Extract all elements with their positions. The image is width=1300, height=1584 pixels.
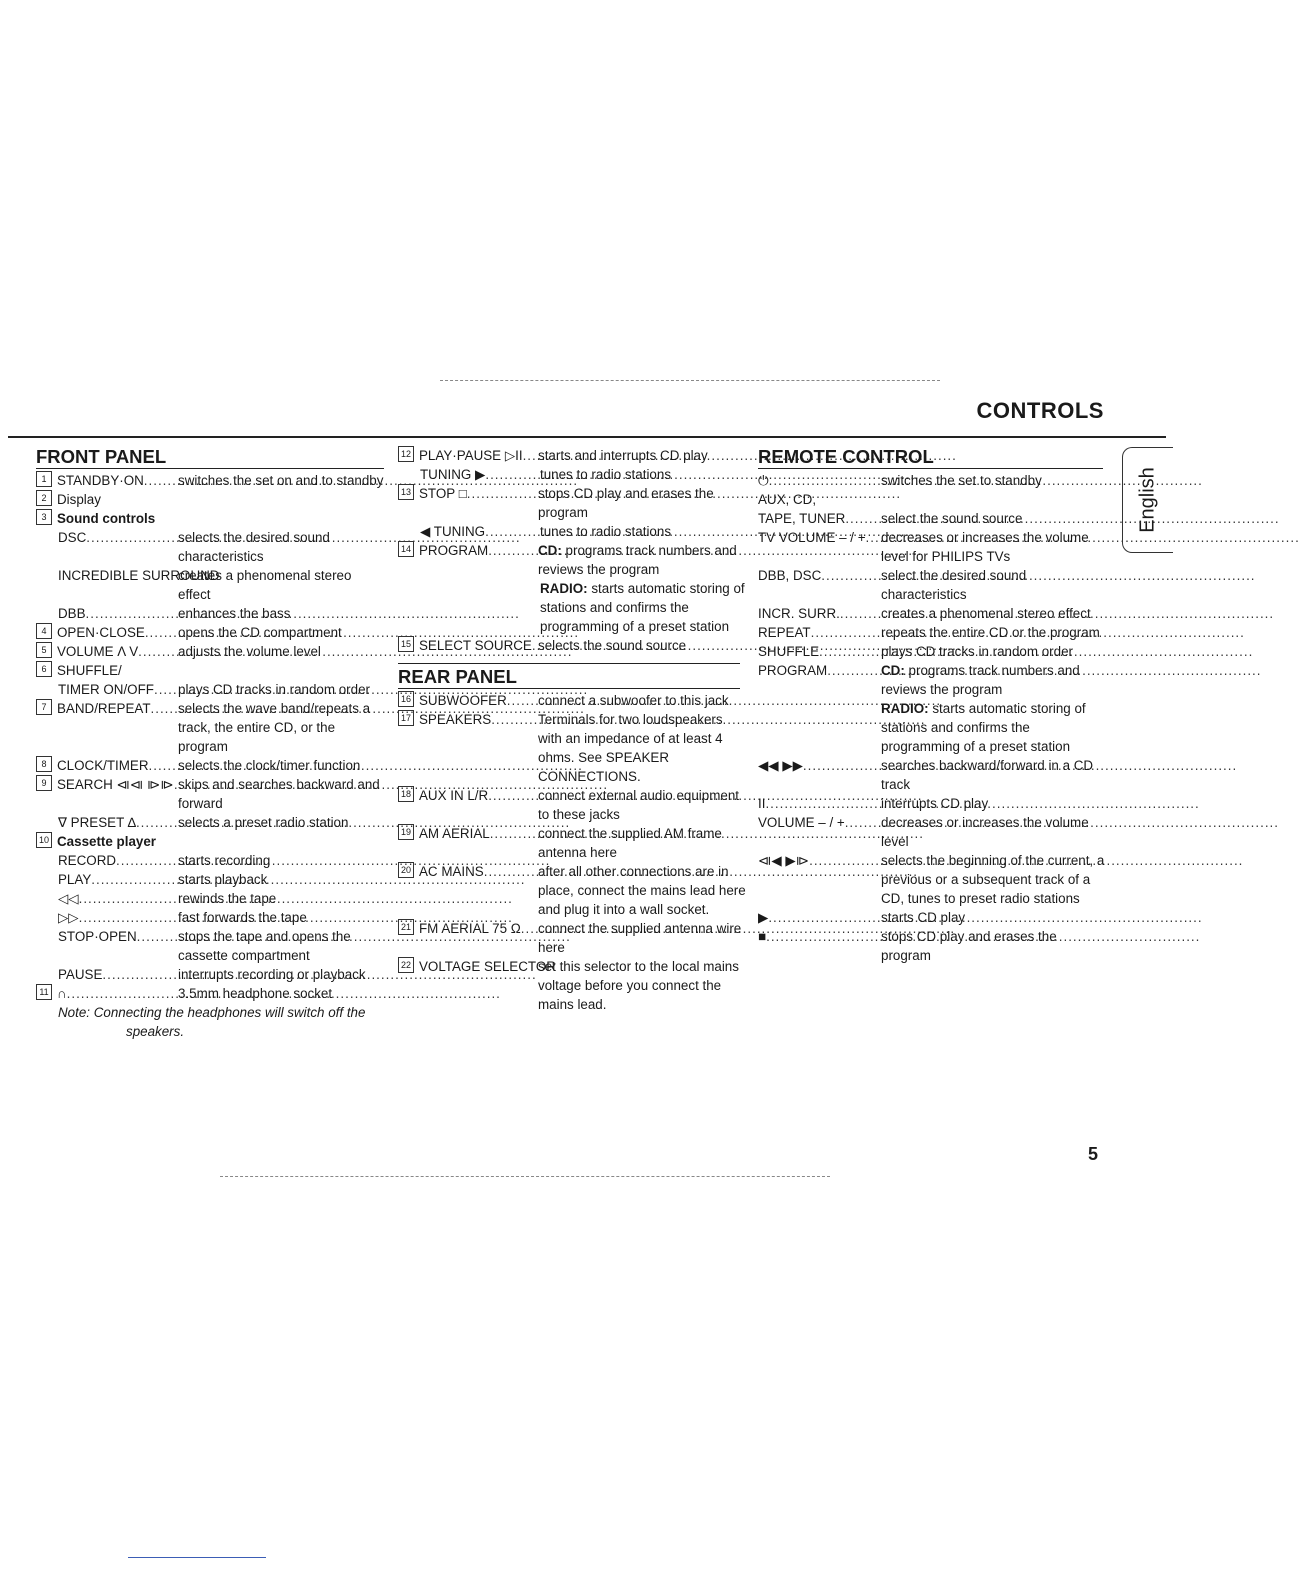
- description-text: opens the CD compartment: [178, 625, 342, 640]
- control-entry: [398, 522, 748, 541]
- control-term: [758, 794, 881, 813]
- description-text: connect external audio equipment to these jacks: [538, 788, 739, 822]
- control-label: SEARCH ⧏⧏ ⧐⧐: [57, 777, 174, 792]
- control-label: BAND/REPEAT: [57, 701, 151, 716]
- control-term: [58, 889, 178, 908]
- control-label: VOLUME Λ V: [57, 644, 139, 659]
- control-label: STOP·OPEN: [58, 929, 137, 944]
- control-term: [398, 957, 556, 976]
- control-label: PROGRAM: [758, 663, 828, 678]
- control-term: [36, 661, 178, 680]
- control-term: [58, 604, 178, 623]
- control-description: [178, 604, 386, 623]
- control-term: [398, 824, 538, 843]
- control-label: AC MAINS: [419, 864, 484, 879]
- description-text: decreases or increases the volume level: [881, 815, 1089, 849]
- control-number: 20: [398, 862, 414, 878]
- description-text: connect a subwoofer to this jack: [538, 693, 729, 708]
- control-number: 4: [36, 623, 52, 639]
- control-label: PLAY·PAUSE ▷II: [419, 448, 523, 463]
- front-panel-list: [36, 471, 386, 1003]
- control-entry: [36, 908, 386, 927]
- scan-artifact-bottom: [220, 1176, 830, 1177]
- control-entry: [36, 889, 386, 908]
- control-term: [58, 870, 178, 889]
- control-entry: [758, 813, 1108, 851]
- description-text: Terminals for two loudspeakers with an impedance of at least 4 ohms. See SPEAKER CONNECTIONS.: [538, 712, 723, 784]
- headphones-note: Note: Connecting the headphones will switch off the: [58, 1005, 366, 1020]
- control-term: [758, 813, 881, 832]
- control-term: [758, 471, 881, 490]
- control-label: TIMER ON/OFF: [58, 682, 154, 697]
- control-number: 22: [398, 957, 414, 973]
- scan-artifact-line: [128, 1557, 266, 1558]
- language-tab-label: English: [1136, 467, 1159, 533]
- control-label: RECORD: [58, 853, 117, 868]
- description-text: 3.5mm headphone socket: [178, 986, 333, 1001]
- control-entry: [398, 786, 748, 824]
- control-label: ◁◁: [58, 891, 79, 906]
- control-term: [58, 680, 178, 699]
- front-panel-title: FRONT PANEL: [36, 446, 384, 469]
- control-number: 1: [36, 471, 52, 487]
- control-label: II: [758, 796, 766, 811]
- control-number: 8: [36, 756, 52, 772]
- control-label: OPEN·CLOSE: [57, 625, 145, 640]
- description-text: select the sound source: [881, 511, 1023, 526]
- control-entry: [36, 680, 386, 699]
- description-text: starts and interrupts CD play: [538, 448, 708, 463]
- description-text: starts playback: [178, 872, 268, 887]
- control-number: 6: [36, 661, 52, 677]
- control-term: [398, 919, 538, 938]
- control-label: STANDBY·ON: [57, 473, 144, 488]
- control-term: [758, 528, 881, 547]
- control-entry: [36, 509, 386, 528]
- description-text: plays CD tracks in random order: [178, 682, 371, 697]
- control-description: [538, 862, 748, 919]
- description-text: repeats the entire CD or the program: [881, 625, 1100, 640]
- control-number: 9: [36, 775, 52, 791]
- control-entry: [758, 642, 1108, 661]
- control-description: [881, 661, 1108, 699]
- control-label: ∇ PRESET ∆: [58, 815, 136, 830]
- control-entry: [758, 509, 1108, 528]
- control-entry: [36, 566, 386, 604]
- rear-panel-title: REAR PANEL: [398, 663, 740, 689]
- control-description: [538, 484, 748, 522]
- description-text: programs track numbers and reviews the program: [538, 543, 737, 577]
- control-entry: [758, 927, 1108, 965]
- control-label: VOLTAGE SELECTOR: [419, 959, 556, 974]
- control-term: [36, 490, 178, 509]
- description-text: switches the set on and to standby: [178, 473, 384, 488]
- description-text: after all other connections are in place, connect the mains lead here and plug it into a wall socket.: [538, 864, 746, 917]
- control-description: [538, 710, 748, 786]
- control-term: [758, 623, 881, 642]
- description-text: fast forwards the tape: [178, 910, 307, 925]
- description-text: programs track numbers and reviews the program: [881, 663, 1080, 697]
- control-term: [398, 710, 538, 729]
- control-description: [538, 446, 748, 465]
- control-label: DBB: [58, 606, 86, 621]
- control-number: 18: [398, 786, 414, 802]
- description-text: skips and searches backward and forward: [178, 777, 380, 811]
- description-text: rewinds the tape: [178, 891, 277, 906]
- control-term: [58, 908, 178, 927]
- control-term: [398, 541, 538, 560]
- description-text: interrupts CD play: [881, 796, 989, 811]
- description-text: selects the clock/timer function: [178, 758, 361, 773]
- control-label: ◀ TUNING: [420, 524, 486, 539]
- control-term: [758, 756, 881, 775]
- description-text: interrupts recording or playback: [178, 967, 366, 982]
- control-number: 15: [398, 636, 414, 652]
- control-label: SHUFFLE/: [57, 663, 122, 678]
- control-entry: [758, 566, 1108, 604]
- control-description: [881, 927, 1108, 965]
- control-description: [881, 471, 1108, 490]
- control-description: [540, 579, 748, 636]
- control-term: [758, 851, 881, 870]
- control-term: [398, 691, 538, 710]
- control-label: AUX, CD,: [758, 492, 817, 507]
- control-label: SPEAKERS: [419, 712, 492, 727]
- mode-label: RADIO:: [881, 701, 929, 716]
- description-text: selects the beginning of the current, a previous or a subsequent track of a CD, tunes to preset radio stations: [881, 853, 1105, 906]
- control-term: [758, 908, 881, 927]
- control-description: [881, 813, 1108, 851]
- control-entry: [758, 756, 1108, 794]
- description-text: connect the supplied antenna wire here: [538, 921, 742, 955]
- control-term: [36, 984, 178, 1003]
- control-label: PAUSE: [58, 967, 103, 982]
- control-description: [178, 528, 386, 566]
- control-description: [178, 813, 386, 832]
- mode-label: CD:: [538, 543, 562, 558]
- control-label: STOP □: [419, 486, 467, 501]
- control-label: SELECT SOURCE: [419, 638, 532, 653]
- control-term: [58, 528, 178, 547]
- control-description: [881, 623, 1108, 642]
- control-number: 16: [398, 691, 414, 707]
- control-entry: [398, 824, 748, 862]
- control-term: [58, 566, 220, 585]
- control-entry: [398, 710, 748, 786]
- control-description: [178, 889, 386, 908]
- control-number: 2: [36, 490, 52, 506]
- description-text: set this selector to the local mains voltage before you connect the mains lead.: [538, 959, 739, 1012]
- control-description: [881, 528, 1108, 566]
- control-term: [758, 927, 881, 946]
- control-entry: [36, 699, 386, 756]
- description-text: starts CD play: [881, 910, 966, 925]
- control-entry: [398, 541, 748, 579]
- control-number: 5: [36, 642, 52, 658]
- control-entry: [758, 851, 1108, 908]
- control-entry: [398, 862, 748, 919]
- page-title: CONTROLS: [976, 398, 1104, 423]
- control-term: [398, 446, 538, 465]
- control-label: PROGRAM: [419, 543, 489, 558]
- control-label: ■: [758, 929, 767, 944]
- control-entry: [36, 965, 386, 984]
- description-text: stops CD play and erases the program: [881, 929, 1057, 963]
- control-term: [36, 832, 156, 851]
- control-number: 19: [398, 824, 414, 840]
- control-entry: [398, 919, 748, 957]
- description-text: select the desired sound characteristics: [881, 568, 1027, 602]
- description-text: starts recording: [178, 853, 271, 868]
- description-text: tunes to radio stations: [540, 524, 672, 539]
- control-label: TAPE, TUNER: [758, 511, 846, 526]
- control-description: [178, 984, 386, 1003]
- control-entry: [758, 471, 1108, 490]
- control-term: [58, 927, 178, 946]
- control-label: CLOCK/TIMER: [57, 758, 149, 773]
- control-label: ⏻: [758, 473, 769, 488]
- control-description: [178, 775, 386, 813]
- control-term: [36, 471, 178, 490]
- description-text: searches backward/forward in a CD track: [881, 758, 1094, 792]
- control-number: 17: [398, 710, 414, 726]
- control-description: [540, 522, 748, 541]
- description-text: decreases or increases the volume level for PHILIPS TVs: [881, 530, 1089, 564]
- control-label: Sound controls: [57, 511, 156, 526]
- control-label: ▶: [758, 910, 769, 925]
- control-label: INCREDIBLE SURROUND: [58, 568, 220, 583]
- control-entry: [398, 465, 748, 484]
- control-entry: [758, 623, 1108, 642]
- control-label: ⧏◀ ▶⧐: [758, 853, 810, 868]
- scan-artifact-top: [440, 380, 940, 381]
- control-entry: [758, 699, 1108, 756]
- control-term: [398, 786, 538, 805]
- remote-control-list: [758, 471, 1108, 965]
- control-number: 3: [36, 509, 52, 525]
- control-description: [538, 541, 748, 579]
- control-entry: [758, 661, 1108, 699]
- control-number: 11: [36, 984, 52, 1000]
- description-text: starts automatic storing of stations and confirms the programming of a preset station: [540, 581, 745, 634]
- front-panel-column: [36, 446, 386, 1041]
- description-text: adjusts the volume level: [178, 644, 321, 659]
- mode-label: CD:: [881, 663, 905, 678]
- control-description: [881, 642, 1108, 661]
- page-number: 5: [1088, 1144, 1099, 1164]
- control-description: [178, 566, 386, 604]
- control-description: [178, 680, 386, 699]
- mode-label: RADIO:: [540, 581, 588, 596]
- control-term: [58, 813, 178, 832]
- control-entry: [398, 579, 748, 636]
- headphones-note-cont: speakers.: [126, 1024, 185, 1039]
- description-text: creates a phenomenal stereo effect: [881, 606, 1091, 621]
- description-text: tunes to radio stations: [540, 467, 672, 482]
- control-label: AM AERIAL: [419, 826, 490, 841]
- control-number: 12: [398, 446, 414, 462]
- control-label: DBB, DSC: [758, 568, 822, 583]
- control-entry: [36, 642, 386, 661]
- control-description: [178, 471, 386, 490]
- control-term: [58, 965, 178, 984]
- control-label: ▷▷: [58, 910, 79, 925]
- control-entry: [36, 813, 386, 832]
- control-term: [398, 636, 538, 655]
- control-description: [178, 870, 386, 889]
- control-entry: [36, 832, 386, 851]
- header-rule: [8, 436, 1166, 438]
- control-label: REPEAT: [758, 625, 811, 640]
- description-text: plays CD tracks in random order: [881, 644, 1074, 659]
- control-description: [881, 566, 1108, 604]
- control-term: [36, 642, 178, 661]
- control-term: [36, 775, 178, 794]
- control-term: [758, 490, 816, 509]
- control-description: [881, 756, 1108, 794]
- control-label: ∩: [57, 986, 67, 1001]
- control-term: [36, 509, 155, 528]
- control-term: [36, 756, 178, 775]
- control-description: [881, 509, 1108, 528]
- control-label: Cassette player: [57, 834, 156, 849]
- control-entry: [36, 870, 386, 889]
- control-term: [420, 465, 540, 484]
- control-description: [538, 636, 748, 655]
- control-label: TV VOLUME – / +: [758, 530, 866, 545]
- control-description: [538, 786, 748, 824]
- control-label: SHUFFLE: [758, 644, 820, 659]
- control-description: [178, 927, 386, 965]
- description-text: starts automatic storing of stations and confirms the programming of a preset station: [881, 701, 1086, 754]
- control-label: FM AERIAL 75 Ω: [419, 921, 521, 936]
- middle-controls-list: [398, 446, 748, 655]
- description-text: selects the wave band/repeats a track, the entire CD, or the program: [178, 701, 371, 754]
- control-description: [178, 623, 386, 642]
- control-number: 13: [398, 484, 414, 500]
- control-term: [398, 862, 538, 881]
- control-entry: [36, 984, 386, 1003]
- control-description: [881, 908, 1108, 927]
- control-description: [881, 699, 1108, 756]
- description-text: stops CD play and erases the program: [538, 486, 714, 520]
- control-entry: [36, 756, 386, 775]
- control-term: [58, 851, 178, 870]
- control-entry: [36, 927, 386, 965]
- description-text: selects the sound source: [538, 638, 687, 653]
- description-text: creates a phenomenal stereo effect: [178, 568, 352, 602]
- control-description: [178, 756, 386, 775]
- control-description: [881, 604, 1108, 623]
- middle-column: [398, 446, 748, 1014]
- control-entry: [758, 604, 1108, 623]
- control-term: [398, 484, 538, 503]
- control-number: 10: [36, 832, 52, 848]
- control-term: [36, 623, 178, 642]
- control-number: 14: [398, 541, 414, 557]
- control-entry: [36, 471, 386, 490]
- control-term: [758, 604, 881, 623]
- control-entry: [36, 604, 386, 623]
- control-term: [36, 699, 178, 718]
- control-label: VOLUME – / +: [758, 815, 845, 830]
- control-entry: [758, 908, 1108, 927]
- control-entry: [36, 661, 386, 680]
- control-number: 21: [398, 919, 414, 935]
- control-number: 7: [36, 699, 52, 715]
- control-entry: [36, 528, 386, 566]
- description-text: enhances the bass: [178, 606, 291, 621]
- control-description: [881, 794, 1108, 813]
- control-label: ◀◀ ▶▶: [758, 758, 803, 773]
- control-label: TUNING ▶: [420, 467, 486, 482]
- control-description: [881, 851, 1108, 908]
- control-label: PLAY: [58, 872, 92, 887]
- control-term: [758, 661, 881, 680]
- control-label: INCR. SURR.: [758, 606, 840, 621]
- remote-control-title: REMOTE CONTROL: [758, 446, 1103, 469]
- control-entry: [36, 851, 386, 870]
- control-label: DSC: [58, 530, 87, 545]
- control-description: [178, 642, 386, 661]
- remote-control-column: [758, 446, 1108, 965]
- control-description: [538, 691, 748, 710]
- control-description: [178, 851, 386, 870]
- control-entry: [36, 490, 386, 509]
- control-description: [540, 465, 748, 484]
- control-entry: [398, 484, 748, 522]
- control-label: SUBWOOFER: [419, 693, 507, 708]
- control-entry: [758, 528, 1108, 566]
- control-term: [758, 509, 881, 528]
- control-description: [538, 919, 748, 957]
- control-entry: [398, 636, 748, 655]
- description-text: selects a preset radio station: [178, 815, 349, 830]
- control-entry: [758, 794, 1108, 813]
- control-entry: [398, 957, 748, 1014]
- control-entry: [758, 490, 1108, 509]
- description-text: selects the desired sound characteristics: [178, 530, 330, 564]
- rear-panel-list: [398, 691, 748, 1014]
- control-entry: [36, 775, 386, 813]
- control-entry: [36, 623, 386, 642]
- control-term: [420, 522, 540, 541]
- control-description: [538, 957, 748, 1014]
- description-text: connect the supplied AM frame antenna here: [538, 826, 722, 860]
- control-entry: [398, 446, 748, 465]
- description-text: switches the set to standby: [881, 473, 1042, 488]
- control-term: [758, 566, 881, 585]
- control-label: AUX IN L/R: [419, 788, 489, 803]
- control-label: Display: [57, 492, 101, 507]
- control-description: [178, 965, 386, 984]
- control-description: [178, 699, 386, 756]
- control-term: [758, 642, 881, 661]
- description-text: stops the tape and opens the cassette compartment: [178, 929, 351, 963]
- control-description: [538, 824, 748, 862]
- control-description: [178, 908, 386, 927]
- control-entry: [398, 691, 748, 710]
